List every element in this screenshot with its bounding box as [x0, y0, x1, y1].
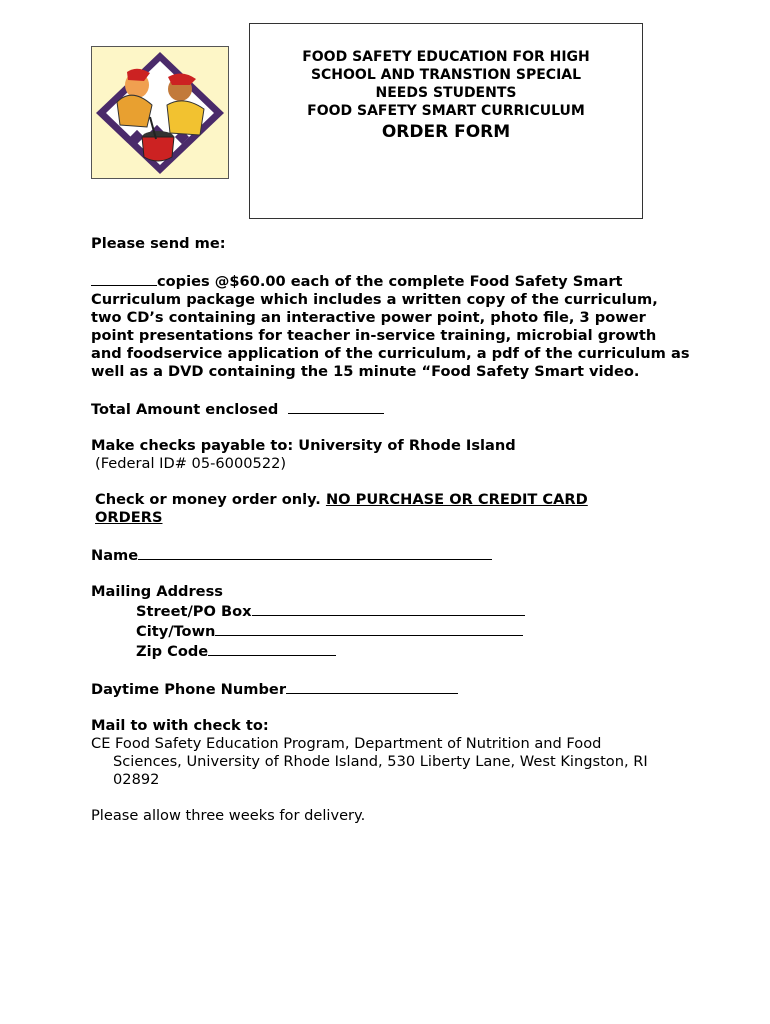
delivery-note: Please allow three weeks for delivery. — [91, 807, 366, 824]
total-amount-field[interactable] — [288, 399, 384, 414]
federal-id: (Federal ID# 05-6000522) — [95, 455, 287, 472]
header-box — [249, 23, 643, 219]
payment-note — [91, 491, 625, 527]
total-row — [91, 399, 691, 419]
city-label: City/Town — [136, 623, 216, 640]
please-send-label: Please send me: — [91, 235, 226, 252]
city-row — [91, 621, 691, 641]
header-line-4: FOOD SAFETY SMART CURRICULUM — [307, 103, 585, 119]
copies-text: copies @$60.00 each of the complete Food Safety Smart Curriculum package which includes a written copy of the curriculum, two CD’s containing an interactive power point, photo file, 3 power point presentations for teacher in-service training, microbial growth and foodservice application of the curriculum, a pdf of the curriculum as well as a DVD containing the 15 minute “Food Safety Smart video. — [91, 273, 690, 380]
street-row — [91, 601, 691, 621]
name-field[interactable] — [138, 545, 492, 560]
copies-field[interactable] — [91, 271, 157, 286]
zip-field[interactable] — [208, 641, 336, 656]
total-label: Total Amount enclosed — [91, 401, 279, 418]
zip-row — [91, 641, 691, 661]
page-title: ORDER FORM — [381, 122, 511, 142]
mailing-address-label: Mailing Address — [91, 583, 223, 600]
phone-label: Daytime Phone Number — [91, 681, 287, 698]
food-safety-clipart — [91, 46, 229, 179]
name-label: Name — [91, 547, 139, 564]
mail-to-label: Mail to with check to: — [91, 717, 269, 734]
street-label: Street/PO Box — [136, 603, 252, 620]
header-line-2: SCHOOL AND TRANSTION SPECIAL — [310, 67, 582, 83]
no-purchase-text: NO PURCHASE OR CREDIT CARD ORDERS — [95, 491, 588, 526]
header-line-1: FOOD SAFETY EDUCATION FOR HIGH — [302, 49, 590, 65]
zip-label: Zip Code — [136, 643, 209, 660]
chefs-cooking-illustration — [92, 47, 228, 178]
check-only-text: Check or money order only. — [95, 491, 321, 508]
phone-field[interactable] — [286, 679, 458, 694]
copies-paragraph — [91, 271, 691, 381]
mailing-address: CE Food Safety Education Program, Department of Nutrition and Food Sciences, University of Rhode Island, 530 Liberty Lane, West Kingston, RI 02892 — [91, 735, 648, 788]
order-form-body — [91, 235, 691, 825]
payable-label: Make checks payable to: University of Rhode Island — [91, 437, 516, 454]
header-line-3: NEEDS STUDENTS — [375, 85, 517, 101]
phone-row — [91, 679, 691, 699]
city-field[interactable] — [215, 621, 523, 636]
street-field[interactable] — [252, 601, 525, 616]
name-row — [91, 545, 691, 565]
